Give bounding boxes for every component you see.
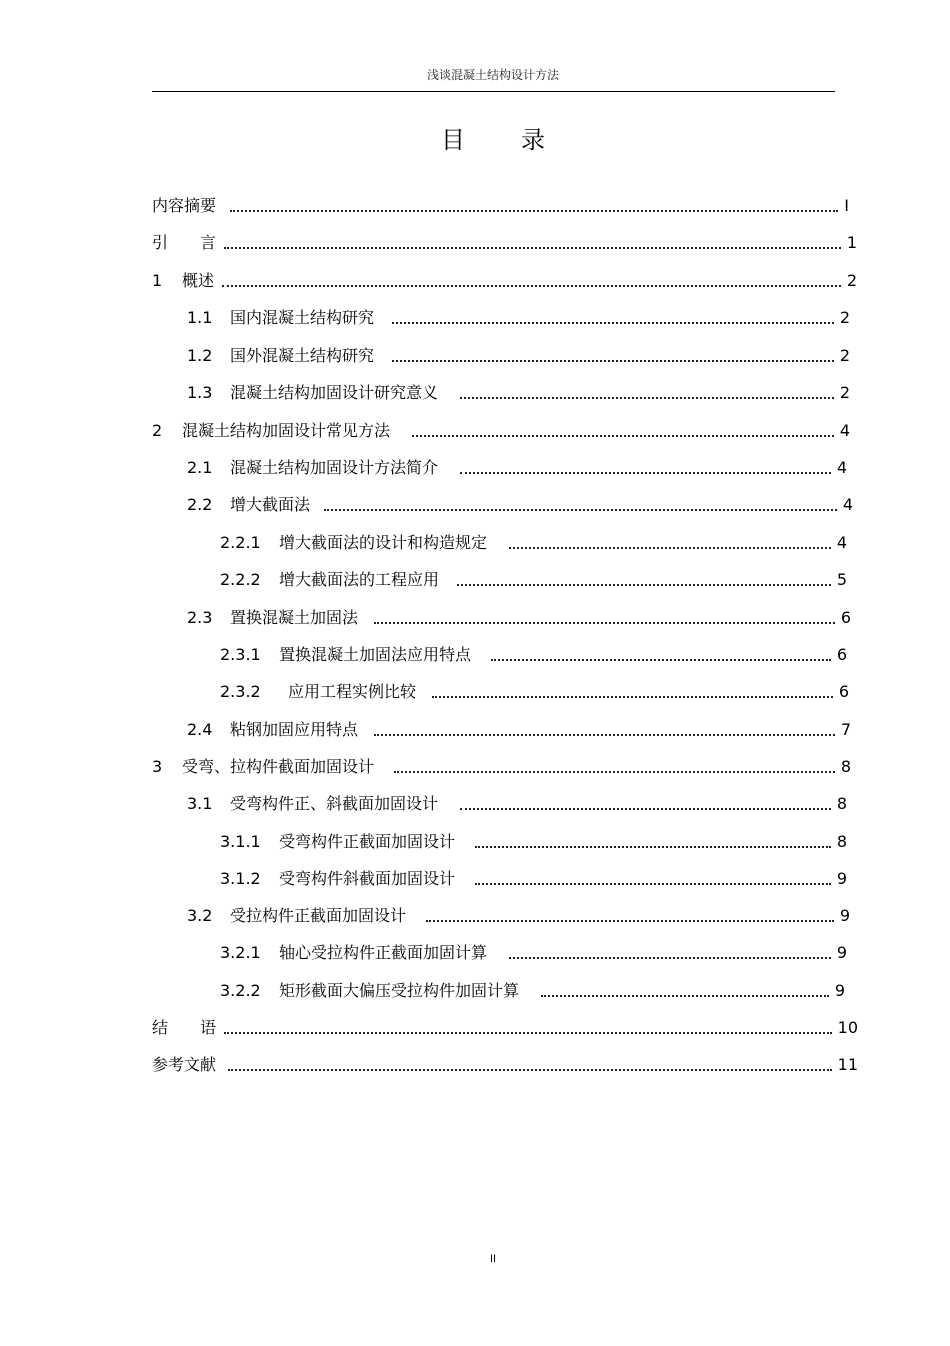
toc-dot-leader [324, 503, 837, 511]
toc-dot-leader [460, 466, 831, 474]
toc-entry-3-1-1[interactable] [220, 827, 847, 851]
toc-entry-page: 6 [838, 682, 849, 701]
toc-entry-number: 3.2.2 [220, 981, 261, 1000]
toc-entry-page: 6 [840, 608, 851, 627]
toc-entry-number: 1.1 [187, 308, 213, 327]
toc-entry-label: 受弯、拉构件截面加固设计 [182, 757, 375, 776]
toc-entry-3-2-1[interactable] [220, 938, 847, 962]
toc-entry-number: 3.1 [187, 794, 213, 813]
toc-entry-label: 混凝土结构加固设计方法简介 [230, 458, 439, 477]
toc-entry-3-2-2[interactable] [220, 976, 845, 1000]
toc-dot-leader [412, 429, 834, 437]
toc-entry-number: 1.3 [187, 383, 213, 402]
toc-entry-label: 混凝土结构加固设计研究意义 [230, 383, 439, 402]
toc-dot-leader [374, 616, 835, 624]
toc-entry-label: 增大截面法的工程应用 [279, 570, 440, 589]
page-number: II [489, 1253, 497, 1265]
toc-entry-label: 引 言 [152, 233, 217, 252]
toc-entry-references[interactable] [152, 1050, 858, 1074]
toc-dot-leader [460, 391, 834, 399]
toc-entry-page: 6 [836, 645, 847, 664]
toc-entry-3-1[interactable] [187, 789, 847, 813]
toc-entry-page: 10 [837, 1018, 858, 1037]
toc-entry-page: 2 [839, 383, 850, 402]
toc-dot-leader [392, 316, 834, 324]
toc-entry-label: 混凝土结构加固设计常见方法 [182, 421, 391, 440]
toc-entry-label: 受弯构件正、斜截面加固设计 [230, 794, 439, 813]
toc-entry-2-3-1[interactable] [220, 640, 847, 664]
toc-entry-abstract[interactable] [152, 191, 849, 215]
toc-entry-2-2[interactable] [187, 490, 853, 514]
toc-entry-number: 3 [152, 757, 163, 776]
toc-entry-label: 增大截面法 [230, 495, 311, 514]
toc-dot-leader [475, 840, 831, 848]
toc-entry-label: 应用工程实例比较 [288, 682, 417, 701]
toc-entry-2-4[interactable] [187, 715, 851, 739]
toc-entry-number: 2.2.2 [220, 570, 261, 589]
toc-entry-2-2-2[interactable] [220, 565, 847, 589]
toc-entry-number: 3.1.2 [220, 869, 261, 888]
toc-entry-2[interactable] [152, 416, 850, 440]
toc-dot-leader [509, 951, 831, 959]
toc-entry-page: 8 [840, 757, 851, 776]
toc-dot-leader [457, 578, 831, 586]
toc-entry-label: 国外混凝土结构研究 [230, 346, 375, 365]
toc-dot-leader [392, 354, 834, 362]
toc-entry-label: 受弯构件正截面加固设计 [279, 832, 456, 851]
toc-entry-label: 粘钢加固应用特点 [230, 720, 359, 739]
toc-entry-number: 2.3.2 [220, 682, 261, 701]
toc-entry-label: 结 语 [152, 1018, 217, 1037]
toc-dot-leader [224, 241, 841, 249]
toc-entry-page: 4 [839, 421, 850, 440]
toc-entry-page: 4 [836, 458, 847, 477]
toc-entry-page: 9 [836, 943, 847, 962]
toc-dot-leader [230, 204, 838, 212]
toc-entry-label: 国内混凝土结构研究 [230, 308, 375, 327]
toc-entry-number: 3.2 [187, 906, 213, 925]
running-header: 浅谈混凝土结构设计方法 [426, 68, 559, 82]
toc-entry-label: 受拉构件正截面加固设计 [230, 906, 407, 925]
toc-entry-1[interactable] [152, 266, 857, 290]
toc-dot-leader [509, 541, 831, 549]
toc-entry-label: 参考文献 [152, 1055, 217, 1074]
toc-entry-conclusion[interactable] [152, 1013, 858, 1037]
toc-entry-page: 2 [839, 346, 850, 365]
toc-entry-1-3[interactable] [187, 378, 850, 402]
toc-entry-number: 3.1.1 [220, 832, 261, 851]
toc-entry-number: 1 [152, 271, 163, 290]
toc-entry-page: I [844, 196, 849, 215]
toc-dot-leader [432, 690, 833, 698]
toc-dot-leader [491, 653, 831, 661]
toc-entry-number: 2.2.1 [220, 533, 261, 552]
toc-entry-2-1[interactable] [187, 453, 847, 477]
toc-entry-label: 置换混凝土加固法 [230, 608, 359, 627]
toc-entry-2-3[interactable] [187, 603, 851, 627]
toc-entry-number: 2.3 [187, 608, 213, 627]
toc-title: 目录 [441, 126, 601, 154]
toc-entry-number: 1.2 [187, 346, 213, 365]
toc-entry-page: 7 [840, 720, 851, 739]
toc-dot-leader [374, 728, 835, 736]
toc-entry-1-2[interactable] [187, 341, 850, 365]
toc-dot-leader [426, 914, 834, 922]
toc-entry-page: 9 [834, 981, 845, 1000]
toc-entry-number: 2.4 [187, 720, 213, 739]
toc-entry-page: 9 [839, 906, 850, 925]
toc-entry-page: 11 [837, 1055, 858, 1074]
toc-entry-1-1[interactable] [187, 303, 850, 327]
toc-dot-leader [460, 802, 831, 810]
toc-entry-label: 内容摘要 [152, 196, 217, 215]
toc-entry-label: 轴心受拉构件正截面加固计算 [279, 943, 488, 962]
toc-entry-label: 概述 [182, 271, 215, 290]
toc-dot-leader [394, 765, 835, 773]
toc-entry-2-2-1[interactable] [220, 528, 847, 552]
toc-entry-label: 增大截面法的设计和构造规定 [279, 533, 488, 552]
toc-entry-introduction[interactable] [152, 228, 857, 252]
toc-entry-page: 5 [836, 570, 847, 589]
toc-entry-number: 2.3.1 [220, 645, 261, 664]
toc-dot-leader [475, 877, 831, 885]
toc-entry-number: 2.2 [187, 495, 213, 514]
toc-entry-label: 受弯构件斜截面加固设计 [279, 869, 456, 888]
toc-entry-2-3-2[interactable] [220, 677, 849, 701]
toc-entry-page: 9 [836, 869, 847, 888]
toc-dot-leader [228, 1063, 832, 1071]
toc-entry-label: 矩形截面大偏压受拉构件加固计算 [279, 981, 520, 1000]
toc-dot-leader [541, 989, 829, 997]
toc-entry-3[interactable] [152, 752, 851, 776]
toc-entry-label: 置换混凝土加固法应用特点 [279, 645, 472, 664]
toc-entry-page: 4 [842, 495, 853, 514]
toc-entry-page: 2 [839, 308, 850, 327]
toc-entry-page: 1 [846, 233, 857, 252]
toc-entry-3-2[interactable] [187, 901, 850, 925]
toc-dot-leader [224, 1026, 832, 1034]
toc-entry-number: 2.1 [187, 458, 213, 477]
toc-entry-3-1-2[interactable] [220, 864, 847, 888]
toc-dot-leader [222, 279, 841, 287]
toc-entry-number: 2 [152, 421, 163, 440]
toc-entry-page: 8 [836, 832, 847, 851]
toc-entry-page: 8 [836, 794, 847, 813]
toc-entry-number: 3.2.1 [220, 943, 261, 962]
toc-entry-page: 2 [846, 271, 857, 290]
toc-entry-page: 4 [836, 533, 847, 552]
